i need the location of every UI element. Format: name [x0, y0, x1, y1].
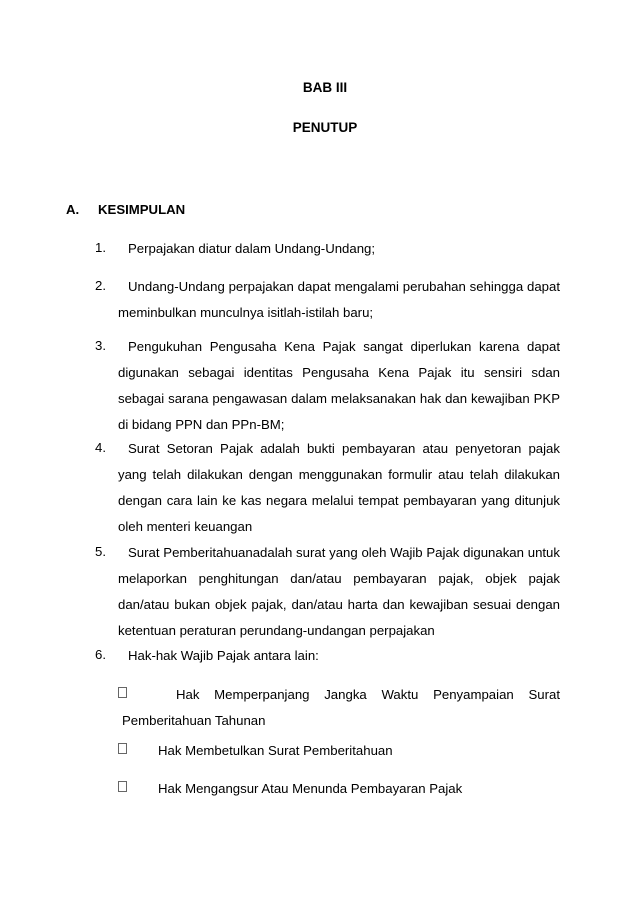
list-text: Surat Setoran Pajak adalah bukti pembayaran atau penyetoran pajak yang telah dilakukan dengan menggunakan formulir atau telah dilakukan dengan cara lain ke kas negara melalui tempat pembayaran yang ditunjuk oleh menteri keuangan: [118, 441, 560, 534]
list-text: Pengukuhan Pengusaha Kena Pajak sangat diperlukan karena dapat digunakan sebagai identitas Pengusaha Kena Pajak itu sensiri sdan sebagai sarana pengawasan dalam melaksanakan hak dan kewajiban PKP di bidang PPN dan PPn-BM;: [118, 339, 560, 432]
bullet-item: [118, 682, 560, 734]
square-bullet-icon: [118, 687, 127, 698]
list-number: 4.: [95, 440, 106, 455]
list-item: [95, 540, 560, 644]
list-item: [95, 334, 560, 438]
bullet-text: Hak Mengangsur Atau Menunda Pembayaran Pajak: [158, 781, 463, 796]
chapter-heading: BAB III: [302, 80, 348, 95]
section-label: KESIMPULAN: [98, 202, 186, 217]
section-letter: A.: [66, 202, 80, 217]
chapter-title: PENUTUP: [292, 120, 358, 135]
list-item: [95, 274, 560, 326]
list-text: Perpajakan diatur dalam Undang-Undang;: [128, 241, 376, 256]
square-bullet-icon: [118, 781, 127, 792]
bullet-text: Hak Memperpanjang Jangka Waktu Penyampaian Surat Pemberitahuan Tahunan: [122, 687, 560, 728]
list-number: 5.: [95, 544, 106, 559]
list-text: Surat Pemberitahuanadalah surat yang oleh Wajib Pajak digunakan untuk melaporkan penghitungan dan/atau pembayaran pajak, objek pajak dan/atau bukan objek pajak, dan/atau harta dan kewajiban sesuai dengan ketentuan peraturan perundang-undangan perpajakan: [118, 545, 560, 638]
section-heading: [66, 202, 185, 217]
list-text: Undang-Undang perpajakan dapat mengalami perubahan sehingga dapat meminbulkan munculnya isitlah-istilah baru;: [118, 279, 560, 320]
list-number: 1.: [95, 240, 106, 255]
square-bullet-icon: [118, 743, 127, 754]
list-item: [95, 436, 560, 540]
list-number: 3.: [95, 338, 106, 353]
list-number: 2.: [95, 278, 106, 293]
list-number: 6.: [95, 647, 106, 662]
list-item: [95, 643, 560, 669]
list-item: [95, 236, 560, 262]
list-text: Hak-hak Wajib Pajak antara lain:: [128, 648, 319, 663]
bullet-text: Hak Membetulkan Surat Pemberitahuan: [158, 743, 393, 758]
bullet-item: [118, 776, 560, 802]
bullet-item: [118, 738, 560, 764]
